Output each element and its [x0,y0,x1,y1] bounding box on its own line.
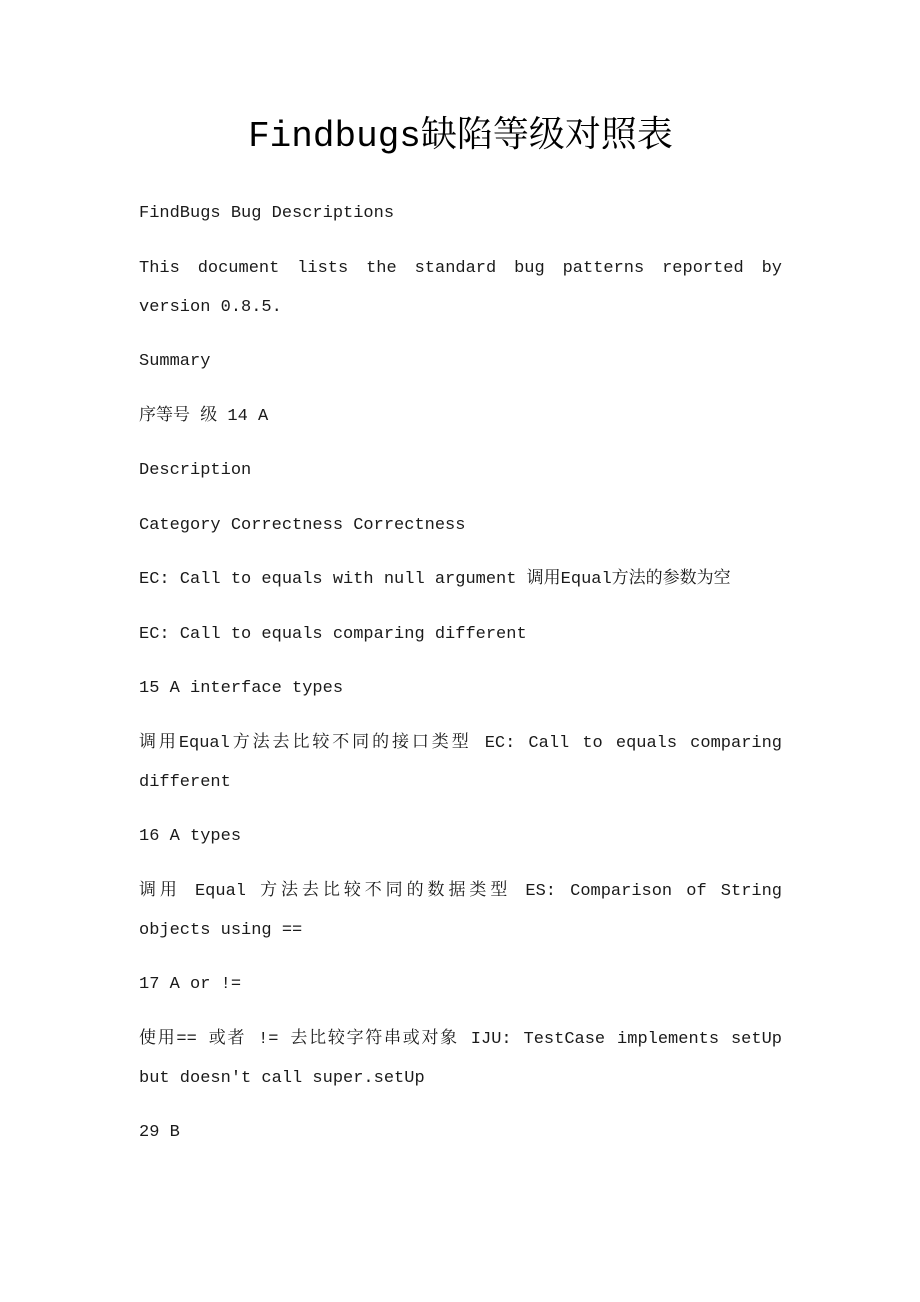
paragraph: This document lists the standard bug patterns reported by version 0.8.5. [139,258,782,317]
paragraph: 29 B [139,1123,180,1142]
paragraph: 调用 Equal 方法去比较不同的数据类型 ES: Comparison of String objects using == [139,881,782,940]
paragraph: FindBugs Bug Descriptions [139,204,395,223]
paragraph: 17 A or != [139,975,242,994]
paragraph: 15 A interface types [139,679,344,698]
document-title: Findbugs缺陷等级对照表 [248,116,673,157]
paragraph: Category Correctness Correctness [139,515,466,535]
paragraph: 16 A types [139,827,242,846]
document-body [139,194,782,1168]
paragraph: EC: Call to equals comparing different [139,624,527,644]
paragraph: 序等号 级 14 A [139,406,269,426]
paragraph: 使用== 或者 != 去比较字符串或对象 IJU: TestCase implements setUp but doesn't call super.setUp [139,1029,782,1088]
paragraph: 调用Equal方法去比较不同的接口类型 EC: Call to equals comparing different [139,733,782,792]
paragraph: EC: Call to equals with null argument 调用Equal方法的参数为空 [139,570,731,589]
paragraph: Description [139,461,252,480]
paragraph: Summary [139,352,211,371]
